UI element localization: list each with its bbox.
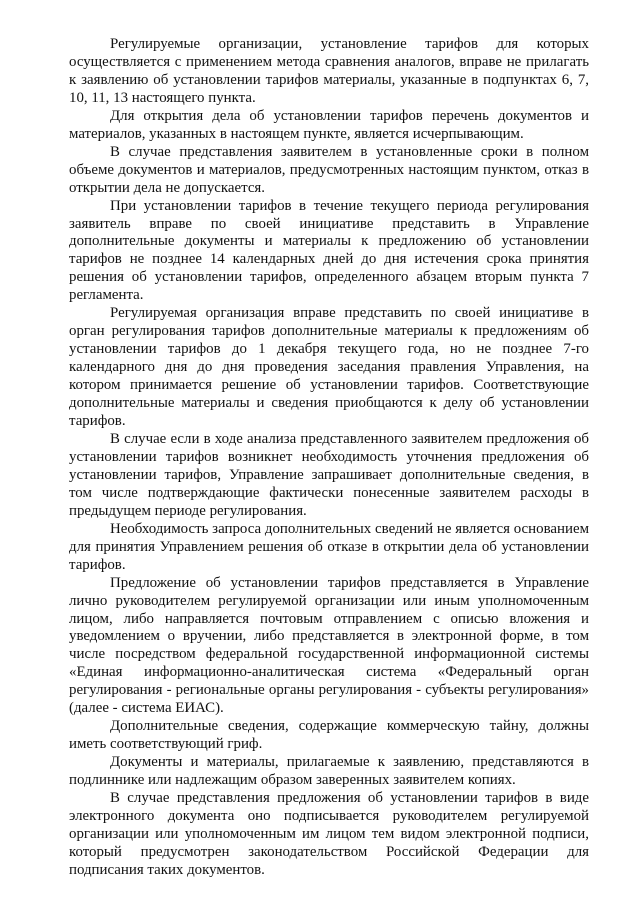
document-page	[69, 36, 589, 880]
paragraph-analog-method: Регулируемые организации, установление тарифов для которых осуществляется с применением метода сравнения аналогов, вправе не прилагать к заявлению об установлении тарифов материалы, указанные в подпунктах 6, 7, 10, 11, 13 настоящего пункта.	[69, 36, 589, 106]
paragraph-clarification-request: В случае если в ходе анализа представленного заявителем предложения об установлении тарифов возникнет необходимость уточнения предложения об установлении тарифов, Управление запрашивает дополнительные сведения, в том числе подтверждающие фактически понесенные заявителем расходы в предыдущем периоде регулирования.	[69, 430, 589, 519]
paragraph-additional-materials: Регулируемая организация вправе представить по своей инициативе в орган регулирования тарифов дополнительные материалы к предложениям об установлении тарифов до 1 декабря текущего года, но не позднее 7-го календарного дня до дня проведения заседания правления Управления, на котором принимается решение об установлении тарифов. Соответствующие дополнительные материалы и сведения приобщаются к делу об установлении тарифов.	[69, 305, 589, 430]
paragraph-exhaustive-list: Для открытия дела об установлении тарифов перечень документов и материалов, указанных в настоящем пункте, является исчерпывающим.	[69, 107, 589, 142]
paragraph-electronic-signature: В случае представления предложения об установлении тарифов в виде электронного документа оно подписывается руководителем регулируемой организации или уполномоченным им лицом тем видом электронной подписи, который предусмотрен законодательством Российской Федерации для подписания таких документов.	[69, 790, 589, 878]
paragraph-no-refusal: В случае представления заявителем в установленные сроки в полном объеме документов и материалов, предусмотренных настоящим пунктом, отказ в открытии дела не допускается.	[69, 143, 589, 196]
paragraph-originals-copies: Документы и материалы, прилагаемые к заявлению, представляются в подлиннике или надлежащим образом заверенных заявителем копиях.	[69, 754, 589, 789]
paragraph-submission-methods: Предложение об установлении тарифов представляется в Управление лично руководителем регулируемой организации или иным уполномоченным лицом, либо направляется почтовым отправлением с описью вложения и уведомлением о вручении, либо представляется в электронной форме, в том числе посредством федеральной государственной информационной системы «Единая информационно-аналитическая система «Федеральный орган регулирования - региональные органы регулирования - субъекты регулирования» (далее - система ЕИАС).	[69, 574, 589, 717]
paragraph-request-not-grounds: Необходимость запроса дополнительных сведений не является основанием для принятия Управлением решения об отказе в открытии дела об установлении тарифов.	[69, 520, 589, 573]
paragraph-commercial-secret: Дополнительные сведения, содержащие коммерческую тайну, должны иметь соответствующий гриф.	[69, 718, 589, 753]
paragraph-current-period: При установлении тарифов в течение текущего периода регулирования заявитель вправе по своей инициативе представить в Управление дополнительные документы и материалы к предложению об установлении тарифов не позднее 14 календарных дней до дня истечения срока принятия решения об установлении тарифов, определенного абзацем вторым пункта 7 регламента.	[69, 197, 589, 304]
